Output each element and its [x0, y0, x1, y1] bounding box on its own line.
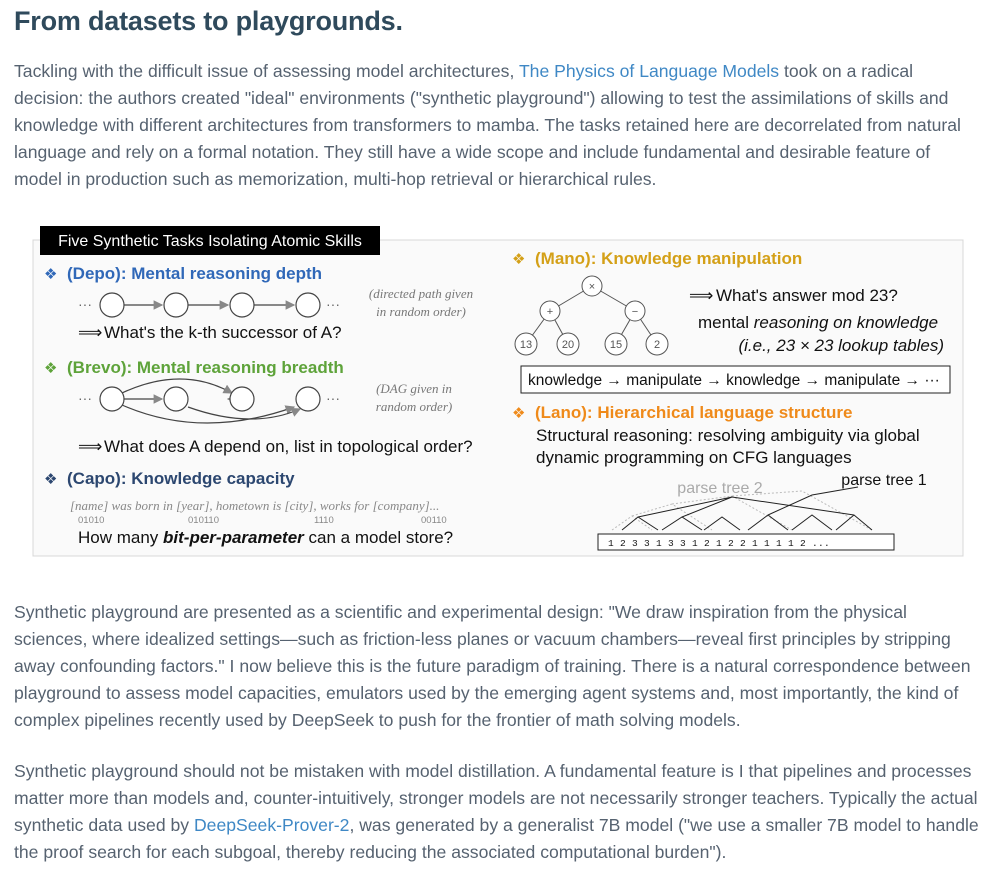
mano-heading: (Mano): Knowledge manipulation	[535, 249, 803, 268]
brevo-node	[164, 387, 188, 411]
mano-implies-icon: ⟹	[689, 286, 714, 305]
depo-ellipsis-right: ···	[326, 296, 340, 312]
depo-question: What's the k-th successor of A?	[104, 323, 342, 342]
mano-op-minus: −	[631, 306, 639, 318]
brevo-node	[296, 387, 320, 411]
mano-lookup-line: (i.e., 23 × 23 lookup tables)	[738, 336, 944, 355]
depo-node	[296, 293, 320, 317]
mano-root-op: ×	[588, 281, 596, 293]
lano-bullet-icon: ❖	[512, 405, 526, 422]
depo-note-line1: (directed path given	[368, 286, 474, 301]
brevo-ellipsis-right: ···	[326, 390, 340, 406]
capo-question: How many bit-per-parameter can a model store?	[78, 528, 454, 547]
depo-node	[100, 293, 124, 317]
mano-bullet-icon: ❖	[512, 251, 526, 268]
intro-paragraph	[14, 58, 982, 193]
intro-text-start: Tackling with the difficult issue of assessing model architectures,	[14, 61, 519, 81]
depo-note-line2: in random order)	[376, 304, 466, 319]
depo-node	[230, 293, 254, 317]
brevo-note-line1: (DAG given in	[376, 381, 452, 396]
lano-sequence: 1 2 3 3 1 3 3 1 2 1 2 2 1 1 1 1 2 ...	[608, 538, 831, 549]
lano-parse-tree-1-label: parse tree 1	[841, 472, 927, 489]
brevo-node	[230, 387, 254, 411]
lano-line2: dynamic programming on CFG languages	[536, 448, 852, 467]
capo-bits-4: 00110	[421, 515, 447, 526]
distillation-text-end: , was generated by a generalist 7B model ("we use a smaller 7B model to handle the proof search for each subgoal, thereby reducing the associated computational burden").	[14, 815, 979, 862]
mano-leaf: 15	[609, 339, 623, 351]
mano-leaf: 2	[653, 339, 661, 351]
capo-bullet-icon: ❖	[44, 471, 58, 488]
distillation-paragraph	[14, 758, 982, 866]
mano-op-plus: +	[546, 306, 554, 318]
capo-bits-2: 010110	[188, 515, 219, 526]
mano-question: What's answer mod 23?	[716, 286, 898, 305]
brevo-note-line2: random order)	[375, 399, 453, 414]
mano-leaf: 20	[561, 339, 575, 351]
depo-node	[164, 293, 188, 317]
intro-text-end: took on a radical decision: the authors created "ideal" environments ("synthetic playground") allowing to test the assimilations of skills and knowledge with different architectures from transformers to mamba. The tasks retained here are decorrelated from natural language and rely on a formal notation. They still have a wide scope and include fundamental and desirable feature of model in production such as memorization, multi-hop retrieval or hierarchical rules.	[14, 61, 961, 189]
depo-implies-icon: ⟹	[78, 323, 103, 342]
brevo-ellipsis-left: ···	[78, 390, 92, 406]
lano-heading: (Lano): Hierarchical language structure	[535, 403, 853, 422]
depo-bullet-icon: ❖	[44, 266, 58, 283]
deepseek-prover-2-link[interactable]: DeepSeek-Prover-2	[193, 815, 350, 835]
five-tasks-figure	[32, 225, 964, 557]
capo-template: [name] was born in [year], hometown is [city], works for [company]...	[70, 498, 440, 513]
brevo-implies-icon: ⟹	[78, 437, 103, 456]
lano-line1: Structural reasoning: resolving ambiguity via global	[536, 426, 920, 445]
capo-heading: (Capo): Knowledge capacity	[67, 469, 295, 488]
figure-title: Five Synthetic Tasks Isolating Atomic Skills	[58, 233, 362, 250]
brevo-heading: (Brevo): Mental reasoning breadth	[67, 358, 344, 377]
physics-of-language-models-link[interactable]: The Physics of Language Models	[518, 61, 780, 81]
brevo-node	[100, 387, 124, 411]
mano-chain: knowledge → manipulate → knowledge → manipulate → ···	[528, 372, 940, 389]
mano-mental-line: mental reasoning on knowledge	[698, 313, 939, 332]
depo-ellipsis-left: ···	[78, 296, 92, 312]
brevo-question: What does A depend on, list in topological order?	[104, 437, 473, 456]
page-heading: From datasets to playgrounds.	[14, 6, 403, 36]
capo-bits-1: 01010	[78, 515, 105, 526]
capo-bits-3: 1110	[314, 515, 334, 526]
lano-parse-tree-2-label: parse tree 2	[677, 480, 763, 497]
distillation-text-start: Synthetic playground should not be mistaken with model distillation. A fundamental feature is I that pipelines and processes matter more than models and, counter-intuitively, stronger models are not necessarily stronger teachers. Typically the actual synthetic data used by	[14, 761, 978, 835]
playground-paragraph: Synthetic playground are presented as a scientific and experimental design: "We draw inspiration from the physical sciences, where idealized settings—such as friction-less planes or vacuum chambers—reveal first principles by stripping away confounding factors." I now believe this is the future paradigm of training. There is a natural correspondence between playground to assess model capacities, emulators used by the emerging agent systems and, most importantly, the kind of complex pipelines recently used by DeepSeek to push for the frontier of math solving models.	[14, 602, 971, 730]
brevo-bullet-icon: ❖	[44, 360, 58, 377]
depo-heading: (Depo): Mental reasoning depth	[67, 264, 322, 283]
mano-leaf: 13	[519, 339, 533, 351]
